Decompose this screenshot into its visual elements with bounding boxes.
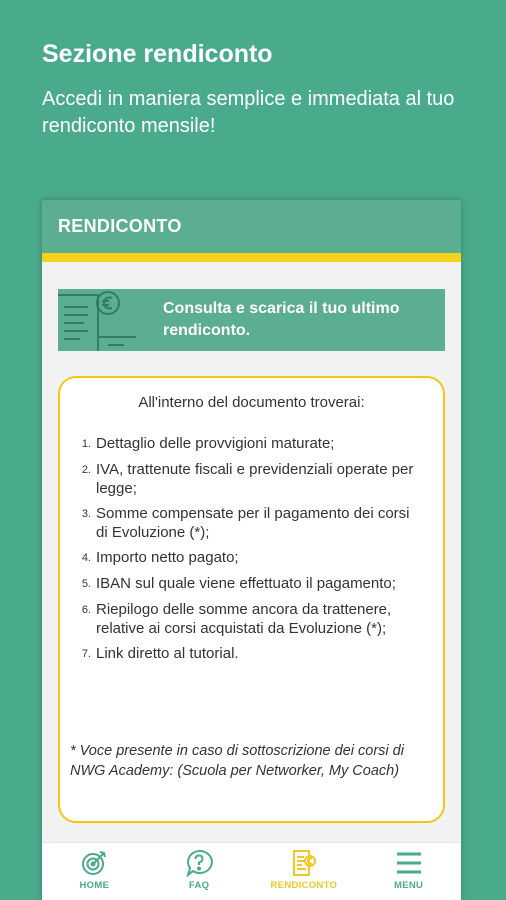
promo-subtitle: Accedi in maniera semplice e immediata al tuo rendiconto mensile! [42,88,455,137]
page-title: RENDICONTO [58,216,182,236]
banner-text: Consulta e scarica il tuo ultimo rendiconto. [163,300,400,339]
nav-rendiconto-label: RENDICONTO [270,880,338,891]
list-item: 7. Link diretto al tutorial. [81,645,239,662]
app-bar [42,200,461,253]
list-item: 6. Riepilogo delle somme ancora da trattenere, relative ai corsi acquistati da Evoluzione (*); [81,601,392,637]
nav-menu-label: MENU [394,880,424,891]
info-card [58,376,445,823]
list-item: 4. Importo netto pagato; [81,549,239,566]
info-list [76,434,416,670]
promo-title: Sezione rendiconto [42,40,273,68]
receipt-euro-icon [58,289,144,351]
info-footnote: * Voce presente in caso di sottoscrizione dei corsi di NWG Academy: (Scuola per Networker, My Coach) [70,743,404,779]
bottom-nav [42,842,461,900]
phone-screen [42,200,461,900]
nav-home[interactable] [42,843,147,900]
appbar-accent-stripe [42,253,461,262]
nav-faq[interactable] [147,843,252,900]
nav-home-label: HOME [79,880,110,891]
nav-rendiconto[interactable] [252,843,357,900]
info-intro: All'interno del documento troverai: [138,394,365,411]
nav-menu[interactable] [356,843,461,900]
nav-faq-label: FAQ [188,880,210,891]
faq-bubble-icon [185,849,213,877]
list-item: 2. IVA, trattenute fiscali e previdenziali operate per legge; [81,461,414,497]
list-item: 1. Dettaglio delle provvigioni maturate; [81,435,335,452]
list-item: 5. IBAN sul quale viene effettuato il pagamento; [81,575,396,592]
menu-icon [395,849,423,877]
target-icon [80,849,108,877]
document-icon [290,849,318,877]
download-banner[interactable] [58,289,445,351]
list-item: 3. Somme compensate per il pagamento dei corsi di Evoluzione (*); [81,505,410,541]
